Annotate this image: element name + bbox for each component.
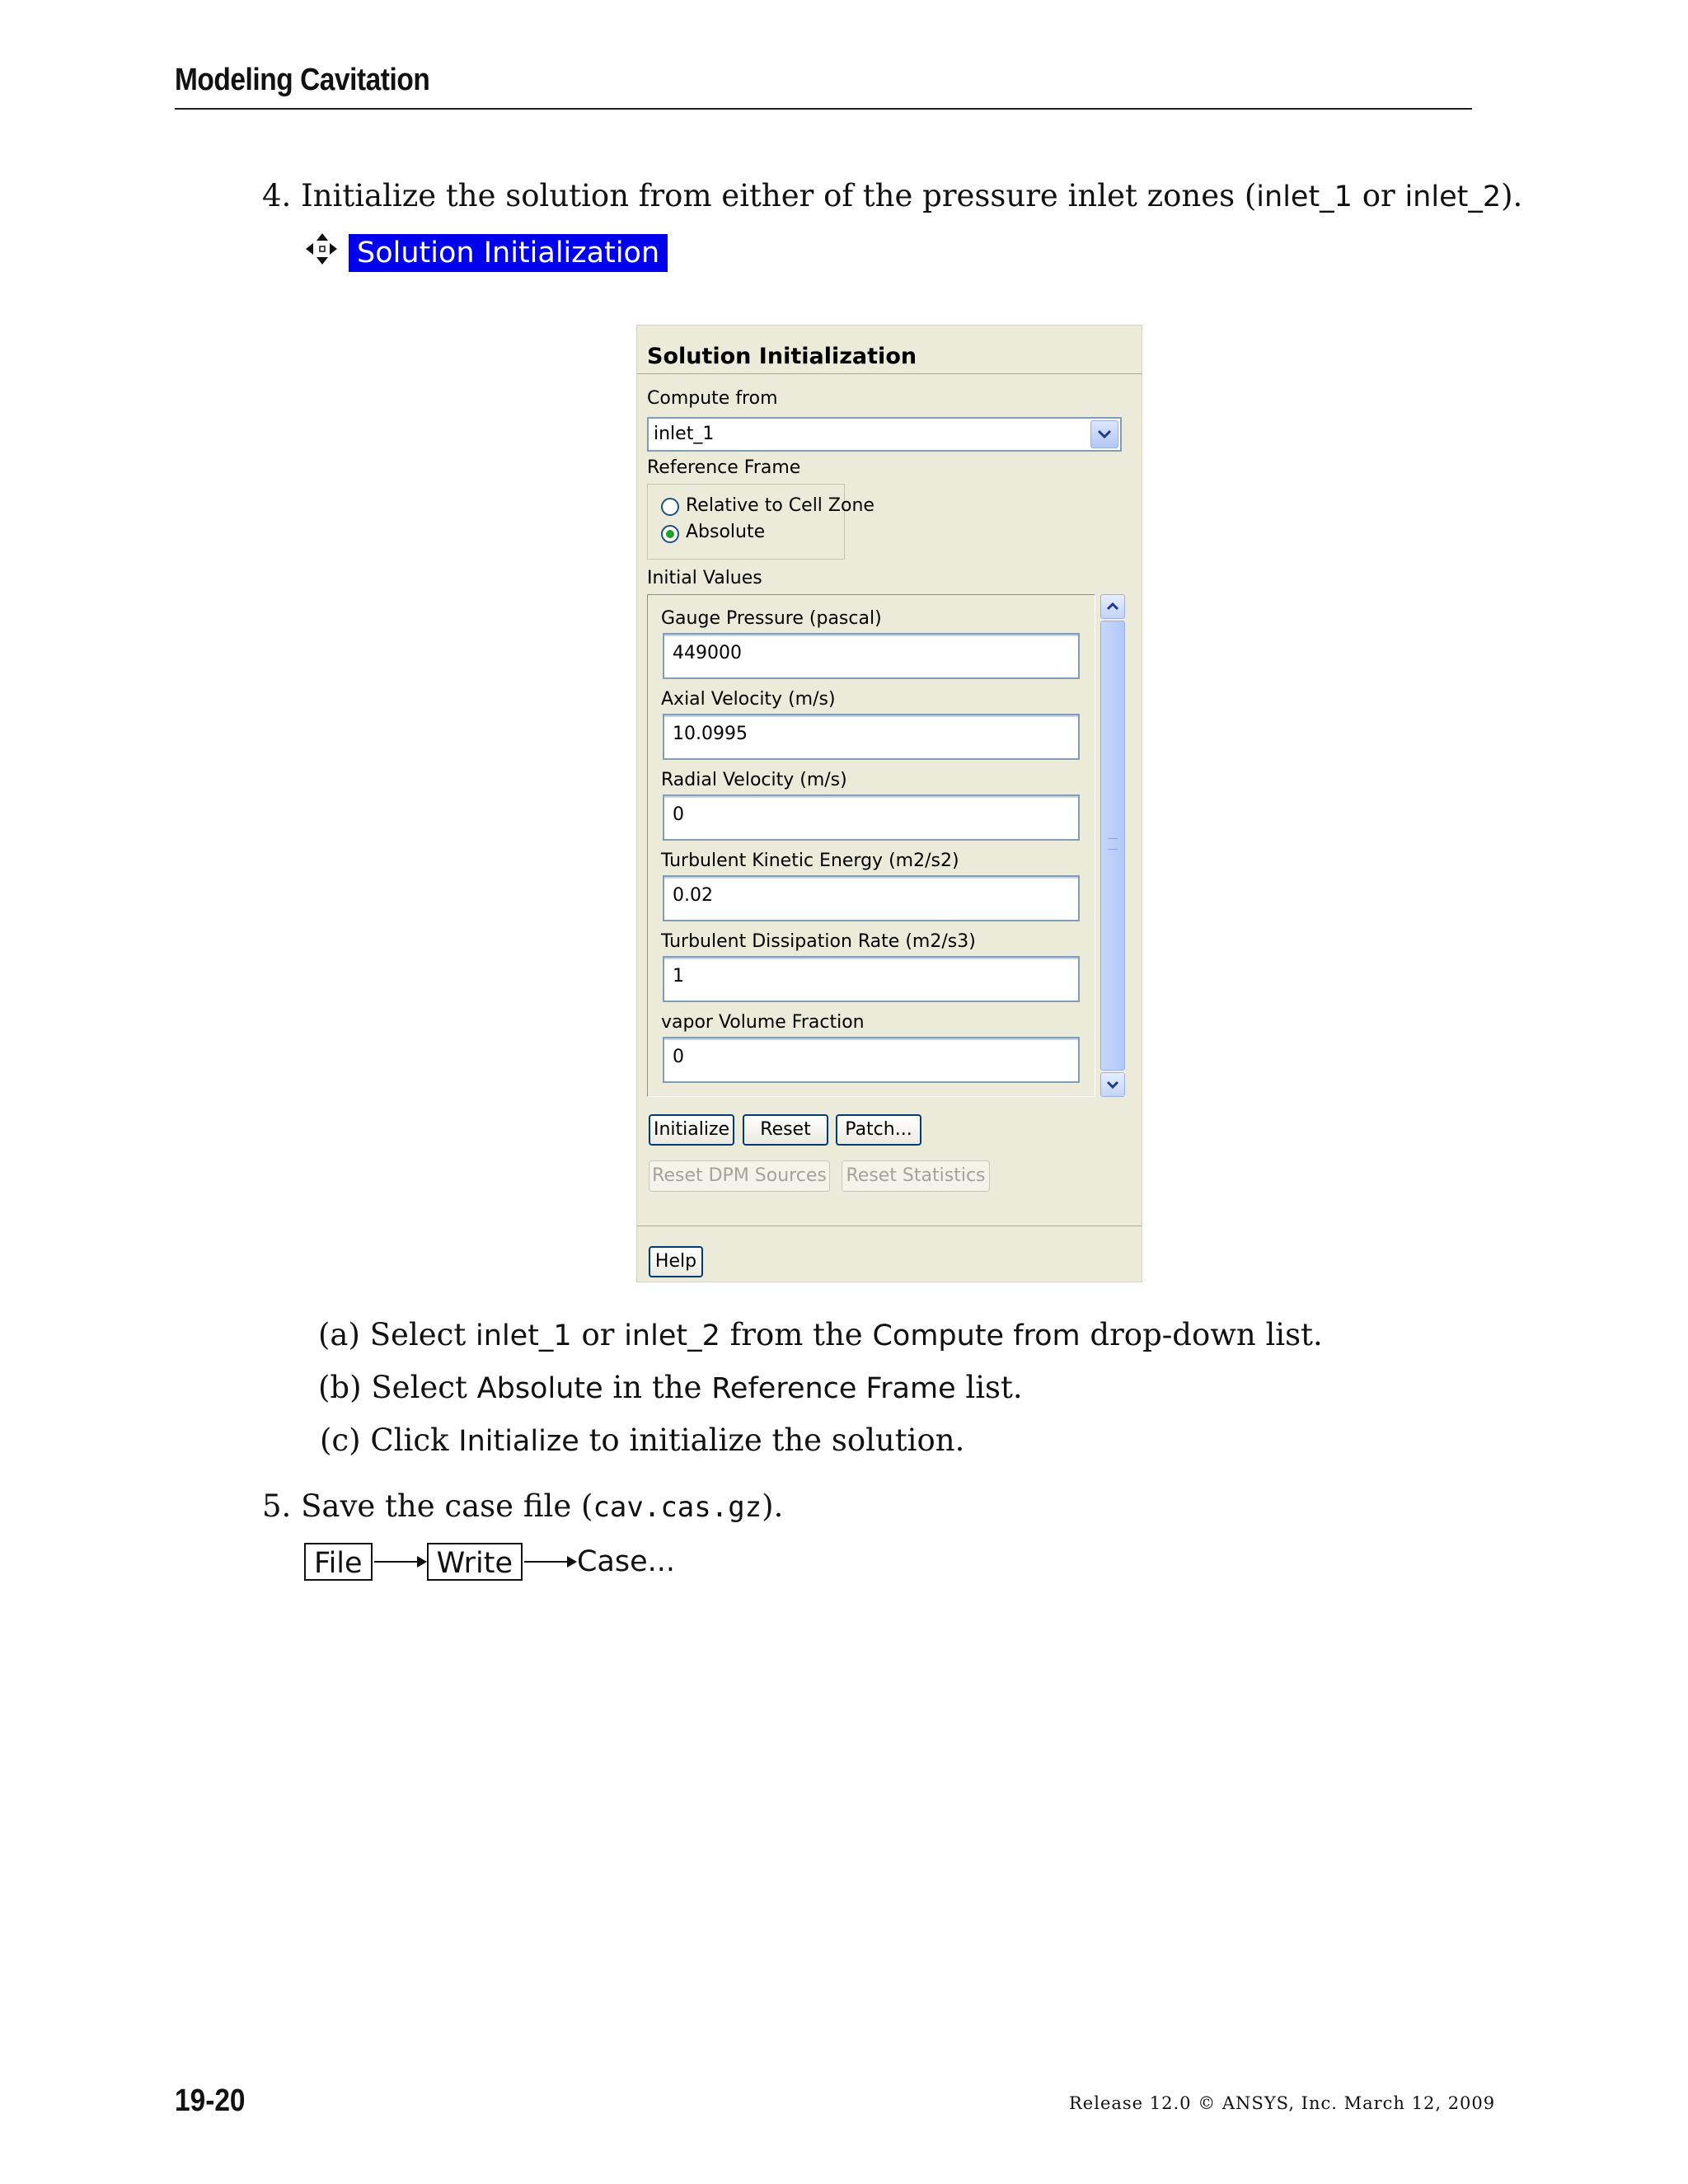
field-value: 10.0995 bbox=[673, 724, 748, 744]
menu-write[interactable]: Write bbox=[427, 1543, 523, 1581]
field-label: vapor Volume Fraction bbox=[661, 1012, 865, 1033]
field-value: 0.02 bbox=[673, 885, 713, 906]
step-5-text: Save the case file ( bbox=[301, 1488, 593, 1524]
zone-inlet-2: inlet_2 bbox=[1404, 180, 1502, 213]
reference-frame-label: Reference Frame bbox=[647, 457, 801, 478]
substep-text: drop-down list. bbox=[1080, 1317, 1323, 1352]
keyword: inlet_1 bbox=[476, 1319, 572, 1352]
step-5-number: 5. bbox=[262, 1488, 292, 1524]
reference-frame-group bbox=[647, 484, 874, 560]
field-value: 0 bbox=[673, 1047, 684, 1067]
menu-path bbox=[304, 1541, 675, 1582]
substep-text: Select bbox=[371, 1370, 477, 1405]
radio-relative-to-cell-zone[interactable] bbox=[661, 498, 679, 516]
title-separator bbox=[637, 373, 1142, 374]
option-label: Relative to Cell Zone bbox=[686, 495, 874, 516]
substep-text: in the bbox=[603, 1370, 712, 1405]
arrow-right-icon bbox=[524, 1561, 575, 1563]
step-4-tail: ). bbox=[1501, 178, 1523, 213]
field-value: 449000 bbox=[673, 643, 742, 663]
step-4-or: or bbox=[1362, 178, 1395, 213]
substep-c bbox=[320, 1422, 964, 1460]
field-label: Turbulent Kinetic Energy (m2/s2) bbox=[661, 851, 959, 871]
substep-text: list. bbox=[955, 1370, 1023, 1405]
substep-text: Click bbox=[370, 1422, 459, 1458]
running-header-title: Modeling Cavitation bbox=[175, 63, 430, 97]
substep-text: Select bbox=[369, 1317, 476, 1352]
field-label: Radial Velocity (m/s) bbox=[661, 770, 847, 790]
case-filename: cav.cas.gz bbox=[593, 1491, 762, 1524]
substep-a bbox=[318, 1317, 1323, 1354]
header-rule bbox=[175, 108, 1472, 110]
initial-values-scrollbar[interactable] bbox=[1100, 594, 1125, 1097]
arrow-right-icon bbox=[374, 1561, 425, 1563]
field-label: Gauge Pressure (pascal) bbox=[661, 608, 882, 629]
patch-button[interactable]: Patch... bbox=[836, 1114, 921, 1146]
reset-button[interactable]: Reset bbox=[743, 1114, 828, 1146]
compute-from-value: inlet_1 bbox=[654, 424, 715, 444]
solution-initialization-dialog bbox=[636, 325, 1142, 1282]
solution-initialization-link[interactable]: Solution Initialization bbox=[349, 234, 668, 272]
vapor-volume-fraction-input[interactable] bbox=[663, 1037, 1080, 1083]
chevron-down-icon[interactable] bbox=[1100, 1072, 1125, 1097]
reset-dpm-sources-button: Reset DPM Sources bbox=[649, 1160, 830, 1192]
keyword: Initialize bbox=[458, 1425, 579, 1458]
menu-file[interactable]: File bbox=[304, 1543, 373, 1581]
step-5-tail: ). bbox=[762, 1488, 784, 1524]
zone-inlet-1: inlet_1 bbox=[1256, 180, 1353, 213]
reset-statistics-button: Reset Statistics bbox=[842, 1160, 990, 1192]
step-4-text: Initialize the solution from either of the pressure inlet zones ( bbox=[301, 178, 1257, 213]
dialog-title: Solution Initialization bbox=[647, 344, 917, 369]
initialize-button[interactable]: Initialize bbox=[649, 1114, 734, 1146]
step-4-number: 4. bbox=[262, 178, 292, 213]
radial-velocity-input[interactable] bbox=[663, 794, 1080, 841]
substep-marker: (b) bbox=[318, 1370, 362, 1405]
field-label: Turbulent Dissipation Rate (m2/s3) bbox=[661, 931, 976, 952]
substep-text: to initialize the solution. bbox=[579, 1422, 965, 1458]
page-number: 19-20 bbox=[175, 2083, 246, 2118]
compute-from-label: Compute from bbox=[647, 388, 778, 409]
field-value: 1 bbox=[673, 966, 684, 987]
step-4 bbox=[262, 178, 1522, 215]
help-button[interactable]: Help bbox=[649, 1246, 703, 1277]
chevron-up-icon[interactable] bbox=[1100, 594, 1125, 619]
menu-case[interactable]: Case... bbox=[576, 1545, 676, 1578]
substep-text: from the bbox=[720, 1317, 873, 1352]
turbulent-kinetic-energy-input[interactable] bbox=[663, 875, 1080, 921]
substep-b bbox=[318, 1370, 1023, 1407]
release-footer: Release 12.0 © ANSYS, Inc. March 12, 2009 bbox=[1069, 2093, 1496, 2113]
keyword: Compute from bbox=[872, 1319, 1081, 1352]
option-label: Absolute bbox=[686, 522, 766, 542]
substep-marker: (a) bbox=[318, 1317, 360, 1352]
step-5 bbox=[262, 1488, 783, 1526]
initial-values-label: Initial Values bbox=[647, 568, 762, 588]
chevron-down-icon[interactable] bbox=[1090, 420, 1118, 448]
axial-velocity-input[interactable] bbox=[663, 714, 1080, 760]
substep-marker: (c) bbox=[320, 1422, 361, 1458]
substep-text: or bbox=[571, 1317, 625, 1352]
compute-from-dropdown[interactable] bbox=[647, 417, 1122, 452]
keyword: Reference Frame bbox=[711, 1372, 956, 1405]
keyword: inlet_2 bbox=[624, 1319, 720, 1352]
field-value: 0 bbox=[673, 804, 684, 825]
field-label: Axial Velocity (m/s) bbox=[661, 689, 836, 710]
turbulent-dissipation-rate-input[interactable] bbox=[663, 956, 1080, 1002]
tree-navigation-icon bbox=[304, 232, 340, 268]
initial-values-panel bbox=[647, 594, 1095, 1097]
radio-absolute[interactable] bbox=[661, 525, 679, 543]
gauge-pressure-input[interactable] bbox=[663, 633, 1080, 679]
keyword: Absolute bbox=[476, 1372, 603, 1405]
grip-icon bbox=[1108, 838, 1118, 850]
